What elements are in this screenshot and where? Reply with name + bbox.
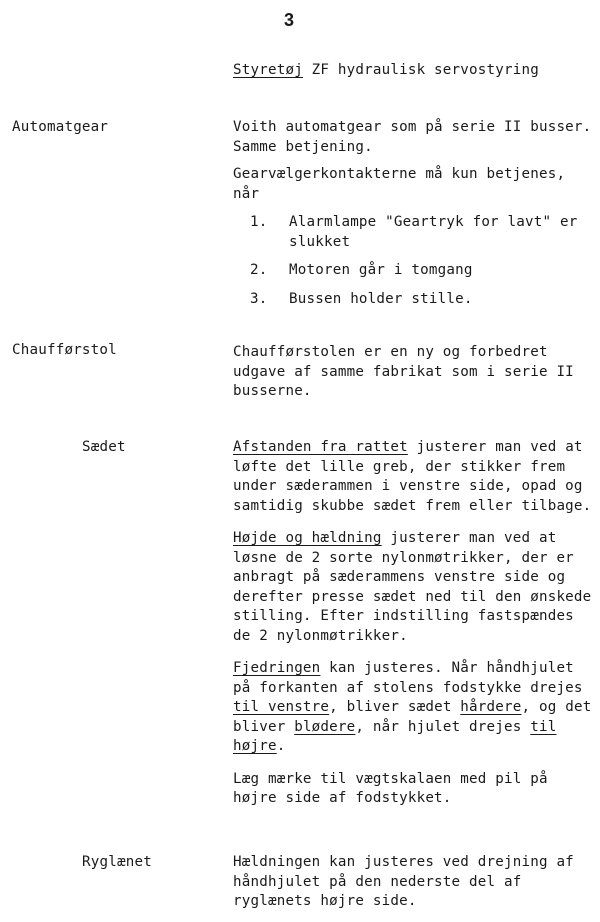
term-afstanden: Afstanden fra rattet xyxy=(233,439,408,455)
automatgear-rule: Gearvælgerkontakterne må kun betjenes, når xyxy=(233,166,566,202)
condition-text: Alarmlampe "Geartryk for lavt" er slukket xyxy=(289,214,578,250)
automatgear-conditions xyxy=(233,213,595,309)
styretoj-description: ZF hydraulisk servostyring xyxy=(302,62,539,78)
saedet-distance-text: justerer man ved at løfte det lille greb, der stikker frem under sæderammen i venstre side, opad og samtidig skubbe sædet frem eller tilbage. xyxy=(233,439,592,514)
condition-item xyxy=(250,290,595,310)
saedet-distance-paragraph xyxy=(233,438,595,516)
term-til-venstre: til venstre xyxy=(233,699,330,715)
condition-item xyxy=(250,261,595,281)
term-til-hojre: til højre xyxy=(233,718,557,754)
suspension-text-e: . xyxy=(276,738,286,754)
saedet-height-text: justerer man ved at løsne de 2 sorte nylonmøtrikker, der er anbragt på sæderammens venstre side og derefter presse sædet ned til den ønskede stilling. Efter indstilling fastspændes de 2 nylonmøtrikker. xyxy=(233,530,592,644)
condition-text: Motoren går i tomgang xyxy=(289,262,473,278)
ryglaenet-text: Hældningen kan justeres ved drejning af håndhjulet på den nederste del af ryglænets højre side. xyxy=(233,854,574,909)
term-fjedringen: Fjedringen xyxy=(233,660,321,676)
label-chaufforstol: Chaufførstol xyxy=(12,342,117,358)
chaufforstol-text: Chaufførstolen er en ny og forbedret udgave af samme fabrikat som i serie II busserne. xyxy=(233,344,574,399)
suspension-text-b: , bliver sædet xyxy=(329,699,461,715)
label-ryglaenet: Ryglænet xyxy=(82,854,152,870)
condition-text: Bussen holder stille. xyxy=(289,290,473,307)
condition-item xyxy=(250,213,595,252)
section-title-styretoj xyxy=(233,61,539,80)
term-hardere: hårdere xyxy=(460,699,522,715)
section-ryglaenet xyxy=(233,853,595,912)
condition-number: 2. xyxy=(250,262,268,278)
condition-number: 3. xyxy=(250,290,268,307)
condition-number: 1. xyxy=(250,214,268,230)
saedet-suspension-paragraph xyxy=(233,659,595,757)
section-chaufforstol xyxy=(233,343,595,402)
suspension-text-a: kan justeres. Når håndhjulet på forkanten af stolens fodstykke drejes xyxy=(233,660,583,696)
label-saedet: Sædet xyxy=(82,439,126,455)
term-blodere: blødere xyxy=(294,718,356,735)
section-automatgear xyxy=(233,118,595,318)
automatgear-intro: Voith automatgear som på serie II busser. Samme betjening. xyxy=(233,119,592,155)
suspension-text-c: , og det bliver xyxy=(233,699,592,735)
page-number: 3 xyxy=(284,10,295,30)
term-hojde: Højde og hældning xyxy=(233,530,382,546)
suspension-text-d: , når hjulet drejes xyxy=(355,718,531,735)
section-saedet xyxy=(233,438,595,809)
saedet-height-paragraph xyxy=(233,529,595,646)
label-automatgear: Automatgear xyxy=(12,119,109,135)
saedet-scale-paragraph: Læg mærke til vægtskalaen med pil på højre side af fodstykket. xyxy=(233,770,548,806)
styretoj-term: Styretøj xyxy=(233,62,303,78)
